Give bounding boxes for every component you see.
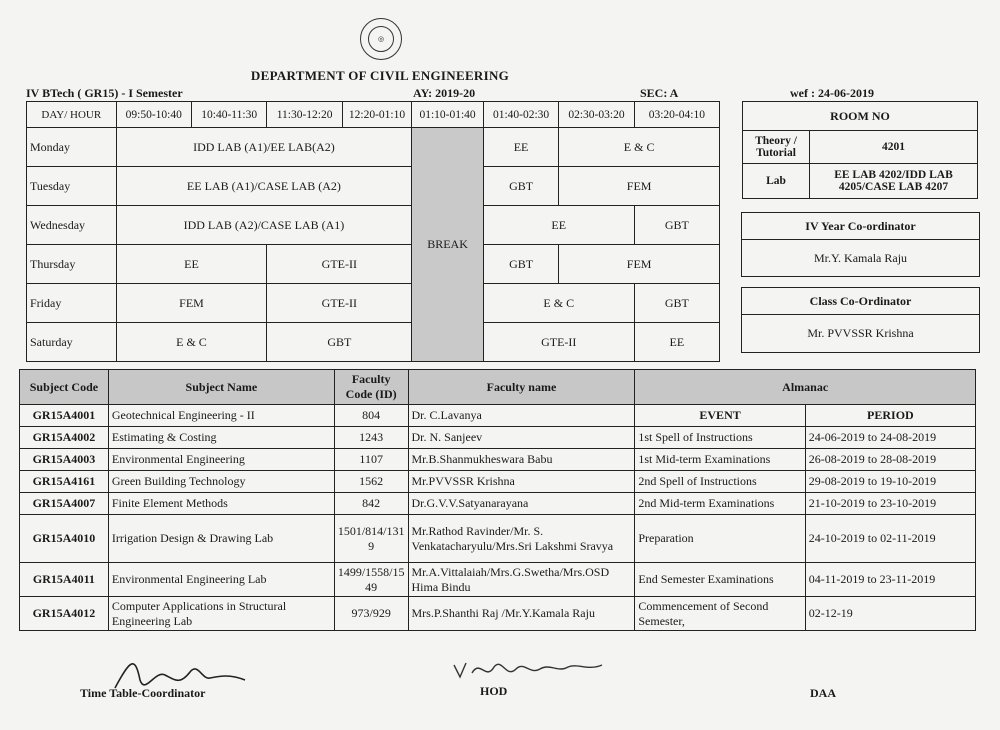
class-coordinator-title: Class Co-Ordinator — [742, 288, 979, 315]
period: 21-10-2019 to 23-10-2019 — [805, 493, 975, 515]
event: 2nd Mid-term Examinations — [635, 493, 805, 515]
hour-header: 09:50-10:40 — [116, 102, 191, 128]
afternoon-period-1: E & C — [483, 284, 634, 323]
faculty-name: Mrs.P.Shanthi Raj /Mr.Y.Kamala Raju — [408, 597, 635, 631]
faculty-name: Dr. C.Lavanya — [408, 405, 635, 427]
header-almanac: Almanac — [635, 370, 976, 405]
section-label: SEC: A — [640, 86, 679, 100]
table-row — [20, 427, 976, 449]
class-coordinator-name: Mr. PVVSSR Krishna — [807, 326, 914, 340]
timetable-row-monday — [27, 128, 720, 167]
day-label: Wednesday — [27, 206, 117, 245]
faculty-code: 1501/814/131 9 — [334, 515, 408, 563]
table-header-row — [20, 370, 976, 405]
department-title: DEPARTMENT OF CIVIL ENGINEERING — [250, 68, 510, 83]
period: 04-11-2019 to 23-11-2019 — [805, 563, 975, 597]
class-coordinator-box — [741, 287, 980, 353]
subject-name: Geotechnical Engineering - II — [108, 405, 334, 427]
afternoon-period-2: GBT — [634, 206, 719, 245]
table-row — [20, 405, 976, 427]
header-faculty-code: Faculty Code (ID) — [334, 370, 408, 405]
event: 2nd Spell of Instructions — [635, 471, 805, 493]
room-number-box — [742, 101, 978, 199]
header-subject-name: Subject Name — [108, 370, 334, 405]
faculty-name: Mr.B.Shanmukheswara Babu — [408, 449, 635, 471]
subject-code: GR15A4011 — [20, 563, 109, 597]
event: End Semester Examinations — [635, 563, 805, 597]
table-row — [20, 449, 976, 471]
afternoon-period-1: EE — [483, 206, 634, 245]
academic-year: AY: 2019-20 — [413, 86, 476, 100]
event: 1st Mid-term Examinations — [635, 449, 805, 471]
hod-label: HOD — [480, 684, 508, 698]
day-label: Saturday — [27, 323, 117, 362]
room-title: ROOM NO — [743, 102, 978, 131]
morning-session: IDD LAB (A2)/CASE LAB (A1) — [116, 206, 412, 245]
table-row — [20, 563, 976, 597]
table-row — [20, 515, 976, 563]
class-label: IV BTech ( GR15) - I Semester — [26, 86, 183, 100]
afternoon-period-1: GTE-II — [483, 323, 634, 362]
morning-session: EE LAB (A1)/CASE LAB (A2) — [116, 167, 412, 206]
faculty-name: Mr.A.Vittalaiah/Mrs.G.Swetha/Mrs.OSD Hima Bindu — [408, 563, 635, 597]
logo-seal-icon: ◎ — [368, 26, 394, 52]
subjects-almanac-table — [19, 369, 976, 631]
timetable-row-tuesday — [27, 167, 720, 206]
faculty-code: 1107 — [334, 449, 408, 471]
subject-name: Irrigation Design & Drawing Lab — [108, 515, 334, 563]
faculty-name: Dr.G.V.V.Satyanarayana — [408, 493, 635, 515]
period: 26-08-2019 to 28-08-2019 — [805, 449, 975, 471]
college-logo — [360, 18, 402, 60]
timetable-row-wednesday — [27, 206, 720, 245]
year-coordinator-box — [741, 212, 980, 277]
subject-name: Environmental Engineering Lab — [108, 563, 334, 597]
afternoon-period-2: E & C — [559, 128, 720, 167]
theory-label: Theory / Tutorial — [743, 131, 810, 164]
hour-header: 11:30-12:20 — [267, 102, 342, 128]
subject-name: Estimating & Costing — [108, 427, 334, 449]
table-row — [20, 597, 976, 631]
day-label: Friday — [27, 284, 117, 323]
wef-date: wef : 24-06-2019 — [790, 86, 874, 100]
afternoon-period-1: GBT — [483, 245, 558, 284]
table-row — [20, 471, 976, 493]
afternoon-period-2: EE — [634, 323, 719, 362]
lab-label: Lab — [743, 164, 810, 199]
weekly-timetable — [26, 101, 720, 362]
faculty-name: Mr.Rathod Ravinder/Mr. S. Venkatacharyulu/Mrs.Sri Lakshmi Sravya — [408, 515, 635, 563]
hour-header: 01:10-01:40 — [412, 102, 484, 128]
day-label: Thursday — [27, 245, 117, 284]
afternoon-period-1: EE — [483, 128, 558, 167]
subject-name: Environmental Engineering — [108, 449, 334, 471]
hour-header: 12:20-01:10 — [342, 102, 411, 128]
hours-header-row — [27, 102, 720, 128]
hour-header: 10:40-11:30 — [191, 102, 266, 128]
afternoon-period-2: GBT — [634, 284, 719, 323]
timetable-coordinator-label: Time Table-Coordinator — [80, 686, 206, 700]
faculty-code: 804 — [334, 405, 408, 427]
morning-period-1: E & C — [116, 323, 267, 362]
morning-session: IDD LAB (A1)/EE LAB(A2) — [116, 128, 412, 167]
faculty-code: 1562 — [334, 471, 408, 493]
header-faculty-name: Faculty name — [408, 370, 635, 405]
subject-code: GR15A4010 — [20, 515, 109, 563]
timetable-row-saturday — [27, 323, 720, 362]
timetable-row-thursday — [27, 245, 720, 284]
daa-label: DAA — [810, 686, 836, 700]
faculty-name: Dr. N. Sanjeev — [408, 427, 635, 449]
subject-name: Finite Element Methods — [108, 493, 334, 515]
subject-name: Green Building Technology — [108, 471, 334, 493]
period: 29-08-2019 to 19-10-2019 — [805, 471, 975, 493]
afternoon-period-2: FEM — [559, 245, 720, 284]
subject-code: GR15A4003 — [20, 449, 109, 471]
year-coordinator-title: IV Year Co-ordinator — [742, 213, 979, 240]
morning-period-2: GBT — [267, 323, 412, 362]
timetable-row-friday — [27, 284, 720, 323]
period-header: PERIOD — [805, 405, 975, 427]
faculty-code: 973/929 — [334, 597, 408, 631]
morning-period-1: EE — [116, 245, 267, 284]
subject-code: GR15A4012 — [20, 597, 109, 631]
event: Preparation — [635, 515, 805, 563]
morning-period-2: GTE-II — [267, 245, 412, 284]
year-coordinator-name: Mr.Y. Kamala Raju — [813, 251, 908, 265]
break-cell: BREAK — [412, 128, 484, 362]
day-hour-header: DAY/ HOUR — [27, 102, 117, 128]
hod-signature — [450, 655, 610, 685]
day-label: Monday — [27, 128, 117, 167]
morning-period-2: GTE-II — [267, 284, 412, 323]
subject-code: GR15A4002 — [20, 427, 109, 449]
afternoon-period-2: FEM — [559, 167, 720, 206]
period: 24-10-2019 to 02-11-2019 — [805, 515, 975, 563]
day-label: Tuesday — [27, 167, 117, 206]
faculty-code: 842 — [334, 493, 408, 515]
table-row — [20, 493, 976, 515]
lab-rooms: EE LAB 4202/IDD LAB 4205/CASE LAB 4207 — [810, 164, 978, 199]
faculty-code: 1243 — [334, 427, 408, 449]
event: Commencement of Second Semester, — [635, 597, 805, 631]
period: 24-06-2019 to 24-08-2019 — [805, 427, 975, 449]
subject-code: GR15A4007 — [20, 493, 109, 515]
subject-code: GR15A4161 — [20, 471, 109, 493]
event: 1st Spell of Instructions — [635, 427, 805, 449]
morning-period-1: FEM — [116, 284, 267, 323]
event-header: EVENT — [635, 405, 805, 427]
subject-code: GR15A4001 — [20, 405, 109, 427]
subject-name: Computer Applications in Structural Engineering Lab — [108, 597, 334, 631]
theory-room: 4201 — [810, 131, 978, 164]
header-subject-code: Subject Code — [20, 370, 109, 405]
hour-header: 03:20-04:10 — [634, 102, 719, 128]
afternoon-period-1: GBT — [483, 167, 558, 206]
faculty-name: Mr.PVVSSR Krishna — [408, 471, 635, 493]
hour-header: 01:40-02:30 — [483, 102, 558, 128]
period: 02-12-19 — [805, 597, 975, 631]
hour-header: 02:30-03:20 — [559, 102, 634, 128]
faculty-code: 1499/1558/15 49 — [334, 563, 408, 597]
